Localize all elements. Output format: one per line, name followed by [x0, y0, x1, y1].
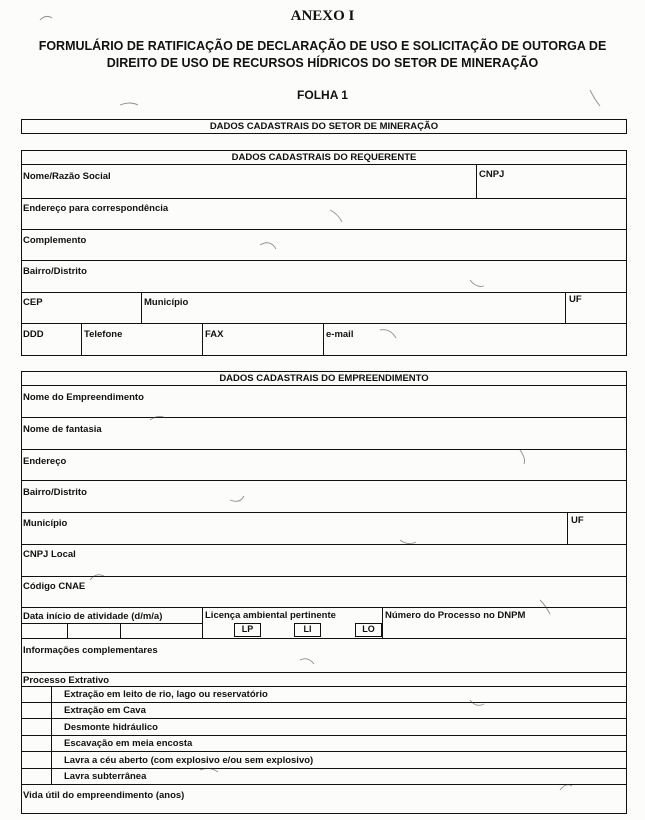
label-codigo-cnae: Código CNAE: [23, 581, 86, 592]
process-item-desmonte: Desmonte hidráulico: [64, 722, 158, 733]
label-informacoes-complementares: Informações complementares: [23, 645, 158, 656]
process-item-lavra-ceu-aberto: Lavra a céu aberto (com explosivo e/ou sem explosivo): [64, 755, 314, 766]
sheet-number: FOLHA 1: [297, 88, 348, 102]
label-nome-empreendimento: Nome do Empreendimento: [23, 392, 144, 403]
label-uf: UF: [569, 294, 582, 305]
form-title-line2: DIREITO DE USO DE RECURSOS HÍDRICOS DO SETOR DE MINERAÇÃO: [106, 56, 539, 70]
form-title: [20, 38, 625, 72]
process-item-lavra-subterranea: Lavra subterrânea: [64, 771, 147, 782]
label-ddd: DDD: [23, 329, 44, 340]
label-licenca-ambiental: Licença ambiental pertinente: [205, 610, 336, 621]
checkbox-lo[interactable]: LO: [355, 623, 382, 637]
label-bairro-distrito-emp: Bairro/Distrito: [23, 487, 87, 498]
label-municipio: Município: [144, 297, 189, 308]
process-item-leito-rio: Extração em leito de rio, lago ou reservatório: [64, 689, 268, 700]
label-vida-util: Vida útil do empreendimento (anos): [23, 790, 185, 801]
process-item-cava: Extração em Cava: [64, 705, 146, 716]
label-telefone: Telefone: [84, 329, 123, 340]
checkbox-lp[interactable]: LP: [234, 623, 261, 637]
label-fax: FAX: [205, 329, 224, 340]
label-complemento: Complemento: [23, 235, 87, 246]
label-cep: CEP: [23, 297, 43, 308]
label-data-inicio: Data início de atividade (d/m/a): [23, 611, 163, 622]
label-endereco: Endereço: [23, 456, 67, 467]
annex-title: ANEXO I: [290, 8, 355, 24]
process-item-escavacao: Escavação em meia encosta: [64, 738, 193, 749]
requerente-section: [21, 150, 627, 356]
label-cnpj: CNPJ: [479, 169, 505, 180]
label-cnpj-local: CNPJ Local: [23, 549, 76, 560]
label-endereco-correspondencia: Endereço para correspondência: [23, 203, 169, 214]
empreendimento-section: [21, 371, 627, 814]
label-email: e-mail: [326, 329, 354, 340]
section-bar-mineracao: DADOS CADASTRAIS DO SETOR DE MINERAÇÃO: [21, 119, 627, 134]
empreendimento-header: DADOS CADASTRAIS DO EMPREENDIMENTO: [22, 372, 626, 386]
label-uf-emp: UF: [571, 515, 584, 526]
label-bairro-distrito: Bairro/Distrito: [23, 266, 87, 277]
label-nome-fantasia: Nome de fantasia: [23, 424, 102, 435]
label-municipio-emp: Município: [23, 518, 68, 529]
form-title-line1: FORMULÁRIO DE RATIFICAÇÃO DE DECLARAÇÃO DE USO E SOLICITAÇÃO DE OUTORGA DE: [38, 39, 607, 53]
label-processo-dnpm: Número do Processo no DNPM: [385, 610, 526, 621]
checkbox-li[interactable]: LI: [294, 623, 321, 637]
label-nome-razao-social: Nome/Razão Social: [23, 171, 111, 182]
requerente-header: DADOS CADASTRAIS DO REQUERENTE: [22, 151, 626, 165]
label-processo-extrativo: Processo Extrativo: [23, 675, 110, 686]
